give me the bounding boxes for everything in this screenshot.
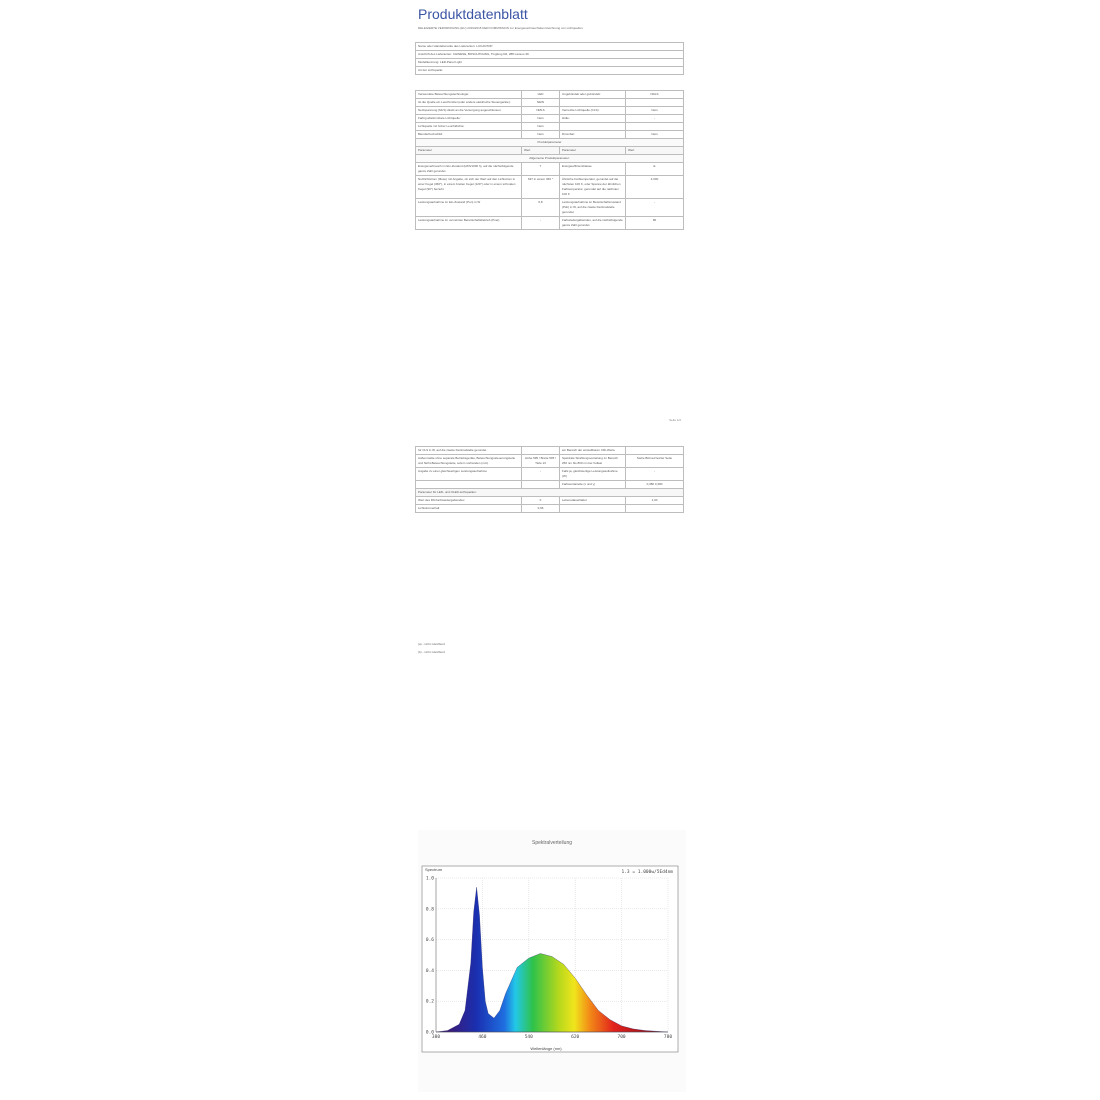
y-tick-label: 0.4 — [425, 968, 434, 974]
table-cell: NEIN — [522, 99, 560, 107]
table-cell: Außenmaße ohne separate Betriebsgeräte, Beleuchtungssteuerungsteile und Nicht-Beleuchtungsteile, sofern vorhanden (mm) — [416, 455, 522, 468]
model-label: Modellkennung: — [418, 60, 440, 64]
table-cell: - — [626, 115, 684, 123]
x-tick-label: 460 — [478, 1035, 487, 1040]
supplier-cell — [416, 43, 684, 51]
general-params-title: Allgemeine Produktparameter: — [416, 155, 684, 163]
table-cell: Farbwiedergabeindex, auf die nächstfolgende ganze Zahl gerundet — [560, 217, 626, 230]
spectrum-chart — [418, 830, 686, 1092]
document-title: Produktdatenblatt — [418, 6, 528, 22]
table-row — [416, 91, 684, 99]
x-tick-label: 700 — [617, 1035, 626, 1040]
parameter-table-continued — [415, 446, 684, 513]
table-cell: Nein — [522, 123, 560, 131]
table-cell — [626, 123, 684, 131]
table-cell: LED — [522, 91, 560, 99]
x-tick-label: 620 — [571, 1035, 580, 1040]
table-cell — [522, 447, 560, 455]
table-cell: Ungebündelt oder gebündelt: — [560, 91, 626, 99]
regulation-reference: DELEGIERTE VERORDNUNG (EU) 2019/2015 DER KOMMISSION zur Energieverbrauchskennzeichnung von Lichtquellen — [418, 26, 583, 30]
table-cell: Vernetzte Lichtquelle (CLS): — [560, 107, 626, 115]
y-tick-label: 0.6 — [425, 938, 434, 944]
light-source-table — [415, 90, 684, 230]
table-cell: 637 in einem 360 ° — [522, 176, 560, 199]
x-tick-label: 540 — [524, 1035, 533, 1040]
chart-legend: 1.3 = 1.000w/5Ed4nm — [621, 870, 673, 875]
table-cell: NMLS — [522, 107, 560, 115]
table-cell: - — [626, 468, 684, 481]
table-cell: Verwendete Beleuchtungstechnologie: — [416, 91, 522, 99]
table-cell: Dimmbar: — [560, 131, 626, 139]
table-cell: Ist die Quelle ein Leuchtmittel (oder andere elektrische Steuergeräte): — [416, 99, 522, 107]
table-cell: 0,96 — [522, 505, 560, 513]
supplier-table — [415, 42, 684, 75]
table-cell: 80 — [626, 217, 684, 230]
table-cell: Falls ja, gleichwertige Leistungsaufnahme (W) — [560, 468, 626, 481]
table-row — [416, 497, 684, 505]
table-cell: Nein — [626, 107, 684, 115]
x-axis-label: Wellenlänge (nm) — [530, 1046, 562, 1051]
table-cell: Hülle: — [560, 115, 626, 123]
model-value: LED-Panel Light — [440, 60, 462, 64]
supplier-label: Name oder Handelsmarke des Lieferanten: — [418, 44, 476, 48]
table-cell: Spektrale Strahlungsverteilung im Bereich 250 nm bis 800 nm bei Vollast — [560, 455, 626, 468]
table-cell: - — [522, 217, 560, 230]
y-tick-label: 1.0 — [425, 876, 434, 882]
table-cell: Leistungsaufnahme im vernetzten Bereitschaftsbetrieb (Pnet) — [416, 217, 522, 230]
table-cell: 4.000 — [626, 176, 684, 199]
table-cell: Farbig abstimmbare Lichtquelle: — [416, 115, 522, 123]
table-row — [416, 217, 684, 230]
led-params-title: Parameter für LED- und OLED-Lichtquellen: — [416, 489, 684, 497]
x-tick-label: 780 — [663, 1035, 673, 1040]
table-cell: 0 — [522, 497, 560, 505]
param-header-cell: Wert — [626, 147, 684, 155]
table-cell — [560, 123, 626, 131]
y-tick-label: 0.2 — [425, 999, 434, 1005]
light-source-type-cell: Art der Lichtquelle: — [416, 67, 684, 75]
table-cell: Leistungsaufnahme im Ein-Zustand (Pon) in W — [416, 199, 522, 217]
param-header-cell: Parameter — [560, 147, 626, 155]
table-cell: für CLS in W, auf die zweite Dezimalstelle gerundet — [416, 447, 522, 455]
table-cell: - — [626, 199, 684, 217]
x-tick-label: 380 — [431, 1035, 441, 1040]
spectrum-panel — [418, 830, 686, 1092]
table-row — [416, 199, 684, 217]
table-cell: Netzspannung (MLS) direkt an die Versorgung angeschlossen: — [416, 107, 522, 115]
table-row — [416, 163, 684, 176]
table-cell: Farbwertanteile (x und y) — [560, 481, 626, 489]
table-row — [416, 176, 684, 199]
y-tick-label: 0.8 — [425, 907, 434, 913]
product-params-title: Produktparameter — [416, 139, 684, 147]
datasheet-page-1 — [415, 4, 683, 424]
table-cell: Nein — [522, 131, 560, 139]
table-cell — [522, 481, 560, 489]
table-cell: 1,00 — [626, 497, 684, 505]
table-cell: Nutzlichtstrom (Φuse) mit Angabe, ob sich der Wert auf den Lichtstrom in einer Kugel (360°), in einem breiten Kegel (120°) oder in einem schmalen Kegel (90°) bezieht — [416, 176, 522, 199]
table-row — [416, 468, 684, 481]
table-row — [416, 107, 684, 115]
table-cell: - — [522, 468, 560, 481]
table-cell — [626, 99, 684, 107]
table-cell — [416, 481, 522, 489]
table-row — [416, 131, 684, 139]
supplier-value: LUCANTOP — [476, 44, 493, 48]
table-cell: 7 — [522, 163, 560, 176]
table-cell: Nein — [522, 115, 560, 123]
y-axis-label: Spectrum — [425, 867, 443, 872]
footnote-a: (a) - nicht zutreffend — [418, 642, 445, 646]
table-cell: Lichtquelle mit hoher Leuchtdichte: — [416, 123, 522, 131]
table-cell: Energieeffizienzklasse — [560, 163, 626, 176]
table-cell: Ähnliche Farbtemperatur, gerundet auf die nächsten 100 K, oder Spanne der ähnlichen Farbtemperatur, gerundet auf die nächsten 100 K — [560, 176, 626, 199]
param-header-cell: Wert — [522, 147, 560, 155]
datasheet-page-2 — [415, 446, 683, 662]
table-cell: Nein — [626, 131, 684, 139]
footnote-b: (b) - nicht zutreffend — [418, 650, 445, 654]
table-row — [416, 123, 684, 131]
model-cell — [416, 59, 684, 67]
table-cell: E — [626, 163, 684, 176]
table-cell: Wert des R9-Farbwiedergabeindex — [416, 497, 522, 505]
table-cell — [626, 447, 684, 455]
table-cell: 0,380 0,380 — [626, 481, 684, 489]
table-row — [416, 115, 684, 123]
table-cell: Angabe zu einer gleichwertigen Leistungsaufnahme — [416, 468, 522, 481]
table-cell: Höhe 595 / Breite 595 / Tiefe 13 — [522, 455, 560, 468]
table-cell: Leistungsaufnahme im Bereitschaftszustand (Psb) in W, auf die zweite Dezimalstelle gerundet — [560, 199, 626, 217]
table-cell — [560, 505, 626, 513]
address-cell: Anschrift des Lieferanten: CHINESE, BOSCHTOHNG, Tingfeng Rd, 288 Lansuo 39 — [416, 51, 684, 59]
table-row — [416, 455, 684, 468]
table-cell: Energieverbrauch im Ein-Zustand (kWh/1000 h), auf die nächstfolgende ganze Zahl gerundet — [416, 163, 522, 176]
table-row — [416, 505, 684, 513]
table-cell: Lichtstromerhalt — [416, 505, 522, 513]
table-cell: Siehe Bild auf letzter Seite — [626, 455, 684, 468]
param-header-cell: Parameter — [416, 147, 522, 155]
table-cell: Lebensdauerfaktor — [560, 497, 626, 505]
table-row — [416, 99, 684, 107]
spectrum-title: Spektralverteilung — [531, 840, 573, 846]
table-cell: 6,8 — [522, 199, 560, 217]
table-cell: NDLS — [626, 91, 684, 99]
table-cell: ein Bereich der einstellbaren CRI-Werte — [560, 447, 626, 455]
y-tick-label: 0.0 — [425, 1030, 434, 1036]
page-number: Seite 1/2 — [669, 418, 681, 422]
table-cell — [626, 505, 684, 513]
table-cell: Blendschutzschild: — [416, 131, 522, 139]
table-cell — [560, 99, 626, 107]
table-row — [416, 481, 684, 489]
table-row — [416, 447, 684, 455]
